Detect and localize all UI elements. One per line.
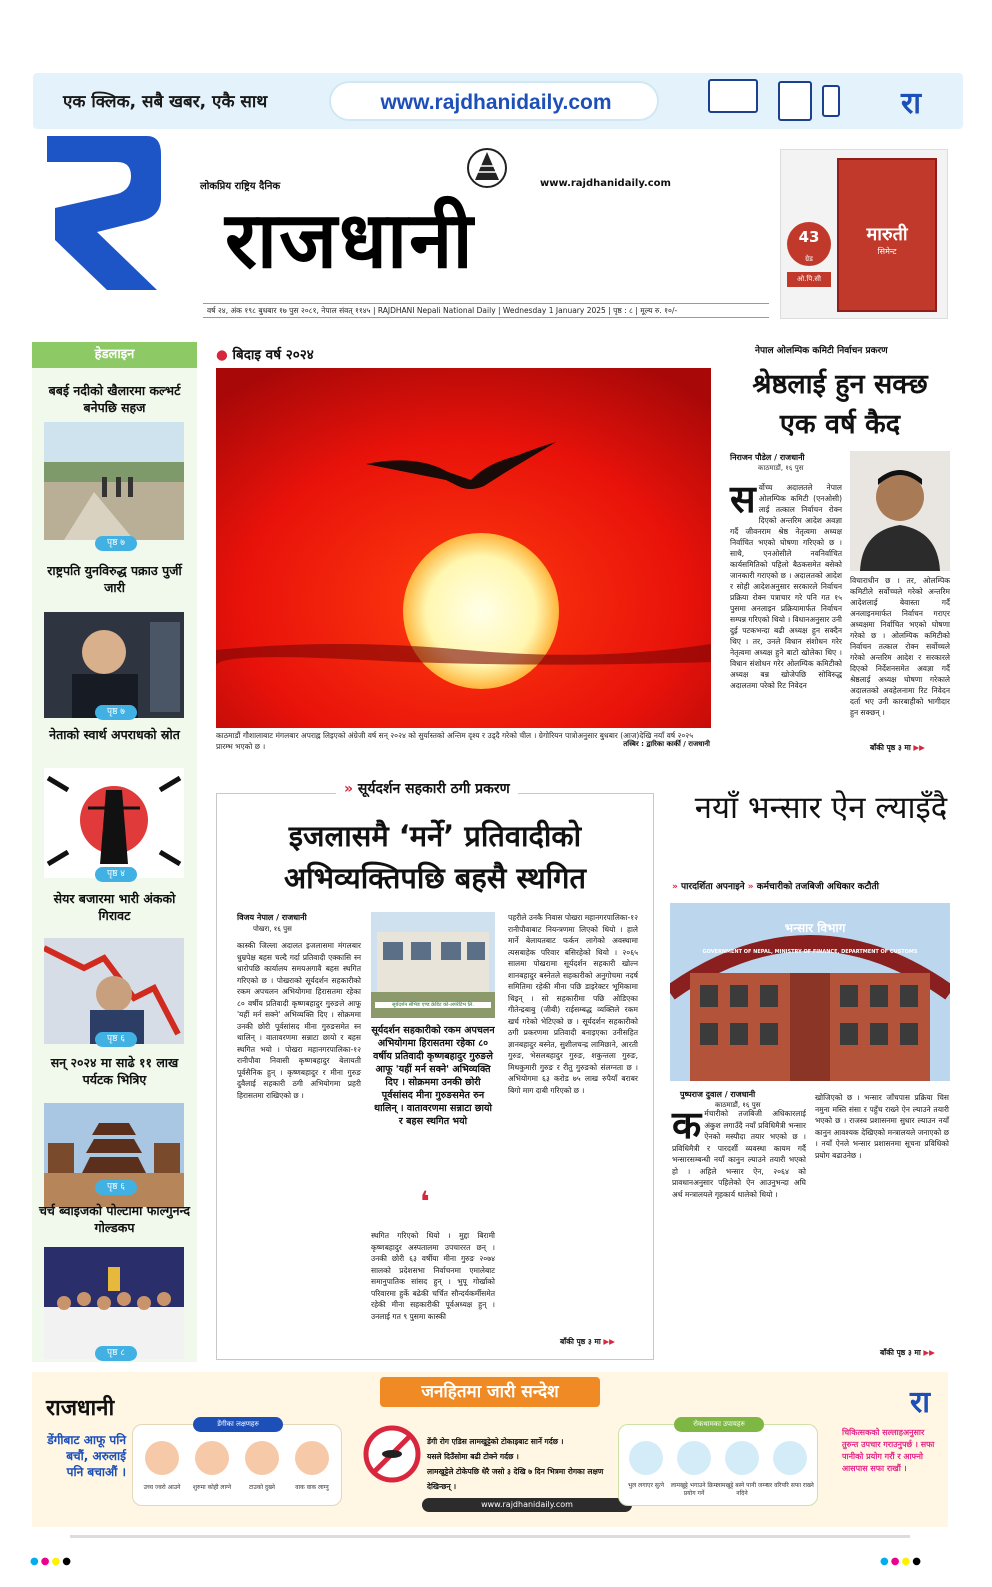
court-story-headline[interactable]: इजलासमै ‘मर्ने’ प्रतिवादीको अभिव्यक्तिपछि बहसै स्थगित	[283, 819, 587, 895]
ad-left-slogan: डेंगीबाट आफू पनि बचौं, अरुलाई पनि बचाऔं ।	[47, 1433, 126, 1479]
no-mosquito-icon	[362, 1424, 422, 1484]
top-banner	[33, 73, 963, 129]
dateline-bar: वर्ष २४, अंक १९८ बुधबार १७ पुस २०८१, नेपाल संवत् ११४५ | RAJDHANI Nepali National Daily | Wednesday 1 January 2025 | पृष्ठ : ८ | मूल्य रु. १०/-	[203, 303, 769, 318]
customs-department-photo	[670, 903, 950, 1081]
customs-more-link[interactable]	[880, 1348, 935, 1358]
cement-brand: मारुती	[866, 224, 908, 245]
newspaper-name: राजधानी	[225, 196, 475, 286]
phone-icon	[822, 85, 840, 117]
customs-story-col2: खोजिएको छ । भन्सार जाँचपास प्रक्रिया चिस नमुना मस्ति संसा र पहुँच राख्ने ऐन ल्याउने तयारी भएको छ । राजस्व प्रशासनमा सुधार ल्याउन नयाँ कानुन आवश्यक देखिएको मन्त्रालयले जनाएको छ । नयाँ ऐनले भन्सार प्रशासनमा सूचना प्रविधिको प्रयोग बढाउनेछ ।	[815, 1093, 949, 1160]
symptoms-header: डेंगीका लक्षणहरु	[193, 1417, 283, 1432]
customs-subhead-2: कर्मचारीको तजबिजी अधिकार कटौती	[756, 882, 879, 892]
sports-more-link[interactable]	[870, 743, 925, 753]
cement-type: ओ.पि.सी	[787, 272, 831, 287]
sidebar-item-title[interactable]: राष्ट्रपति युनविरुद्ध पक्राउ पुर्जी जारी	[47, 563, 182, 595]
rajdhani-logo	[37, 136, 161, 290]
sidebar-item-title[interactable]: चर्च ब्वाइजको पोल्टामा फाल्गुनन्द गोल्डकप	[38, 1203, 191, 1235]
prevention-header: रोकथामका उपायहरु	[674, 1417, 764, 1432]
no-stagnant-water-icon	[725, 1441, 759, 1475]
sunset-eagle-photo	[216, 368, 711, 728]
sports-story-kicker: नेपाल ओलम्पिक कमिटी निर्वाचन प्रकरण	[755, 346, 888, 356]
symptom-caption: टाउको दुख्ने	[248, 1484, 275, 1491]
symptom-caption: वाक वाक लाग्नु	[295, 1484, 329, 1491]
prevention-caption: भुल लगाएर सुत्ने	[627, 1482, 665, 1489]
main-photo-credit: तस्बिर : द्वारिका कार्की / राजधानी	[623, 740, 710, 748]
more-text[interactable]: बाँकी पृष्ठ ३ मा	[560, 1337, 601, 1346]
customs-subhead-1: पारदर्शिता अपनाइने	[680, 882, 745, 892]
football-team-image	[44, 1244, 184, 1362]
color-registration-marks: ●●●●	[880, 1556, 923, 1567]
sports-body-text: र्वोच्च अदालतले नेपाल ओलम्पिक कमिटी (एनओसी) लाई तत्काल निर्वाचन रोक्न दिएको अन्तरिम आदेश अवज्ञा गर्दै जीवनराम श्रेष्ठ नेतृत्वमा अध्यक्ष निर्वाचित भएको घोषणा गरिएको छ । साथै, एनओसीले नवनिर्वाचित कार्यसमितिको पहिलो बैठकसमेत बसेको जानकारी गराएको छ । अदालतको आदेश र सोही आदेशअनुसार सरकारले निर्वाचन प्रक्रिया रोक्न पत्राचार गरे पनि गत १५ पुसमा अनलाइन प्रक्रियामार्फत निर्वाचन सम्पन्न गरिएको थियो । विधानअनुसार उनी दुई पटकभन्दा बढी अध्यक्ष हुन सक्दैन थिए । तर, उनले विधान संशोधन गरेर नेतृत्वमा अध्यक्ष हुने बाटो खोलेका थिए । विधान संशोधन गरेर ओलम्पिक कमिटीको अध्यक्ष बन्न खोजेपछि सोविरुद्ध अदालतमा परेको रिट निवेदन	[730, 483, 842, 690]
sidebar-item-title[interactable]: सन् २०२४ मा साढे ११ लाख पर्यटक भित्रिए	[50, 1055, 179, 1087]
court-story-col2: स्थगित गरिएको थियो । मुद्दा बिरामी कृष्णबहादुर अस्पतालमा उपचाररत छन् । उनकी छोरी ६३ वर्षीया मीना गुरुङ २०७४ सालको प्रदेशसभा निर्वाचनमा एमालेबाट समानुपातिक सांसद हुन् । भुपू गोर्खाको परिवारमा हुर्के बढेकी चर्चित सौन्दर्यकर्मीसमेत रहेकी मीना सहकारीकी पूर्वअध्यक्ष हुन् । उनलाई गत ९ पुसमा कास्की	[371, 1231, 495, 1321]
page-bottom-rule	[70, 1535, 910, 1538]
repellent-cream-icon	[677, 1441, 711, 1475]
prevention-caption: लामखुट्टे भगाउने क्रिम प्रयोग गर्ने	[670, 1482, 718, 1497]
customs-story-place: काठमाडौं, १६ पुस	[715, 1101, 761, 1109]
banner-url-pill[interactable]	[329, 81, 659, 121]
court-kicker-text: सूर्यदर्शन सहकारी ठगी प्रकरण	[357, 781, 510, 797]
court-story-byline: विजय नेपाल / राजधानी	[237, 913, 307, 922]
double-arrow-icon: ▶▶	[600, 1337, 615, 1346]
banner-url[interactable]: www.rajdhanidaily.com	[380, 91, 612, 114]
cement-grade: 43	[798, 228, 820, 246]
masthead-url[interactable]: www.rajdhanidaily.com	[540, 178, 671, 189]
court-story-col3: पहरीले उनकै निवास पोखरा महानगरपालिका-१२ रानीपौवाबाट नियन्त्रणमा लिएको थियो । हाले मार्ने बेलायतबाट फर्कन लागेको अवस्थामा त्यसबाहेक परिवार बसिरहेको थियो । २०६५ सालमा पोखरामा सूर्यदर्शन सहकारी खोल्न शानबहादुर बस्नेतले सहकारीको अनुगोचमा नदर्ष समितिमा रहेकी मीना पछि डाइरेक्टर भूमिकामा थिइन् । सो सहकारीमा पछि ओडिएका गीतेन्द्रबाबु (जीबी) राईसम्बद्ध व्यक्तिले रकम खर्च गरेको भेटिएको छ । सूर्यदर्शन सहकारीको ठगी प्रकरणमा प्रतिवादी बनाइएका उनीसहित ज्ञानबहादुर बस्नेत, सुशीलचन्द्र लामिछाने, आरती गुरुङ, भेसलबहादुर गुरुङ, शकुन्तला गुरुङ, मिथकुमारी गुरुङ र रीतु गुरुङको संलग्नता छ । अभियोगमा ६३ करोड ७५ लाख रुपैयाँ बराबर बिगो माग दाबी गरिएको छ ।	[508, 913, 638, 1095]
fever-icon	[145, 1441, 179, 1475]
cement-grade-badge	[787, 222, 831, 266]
sports-story-place: काठमाडौं, १६ पुस	[758, 464, 804, 472]
court-story-kicker	[336, 776, 518, 798]
ad-newspaper-logo: राजधानी	[46, 1396, 115, 1421]
symptom-caption: उच्च ज्वरो आउने	[143, 1484, 181, 1491]
sports-story-byline: निराजन पौडेल / राजधानी	[730, 453, 805, 462]
court-more-link[interactable]	[560, 1337, 615, 1347]
headline-sidebar	[32, 342, 197, 1362]
main-story-kicker	[216, 345, 314, 363]
ad-website-url[interactable]: www.rajdhanidaily.com	[422, 1498, 632, 1512]
color-registration-marks: ●●●●	[30, 1556, 73, 1567]
sidebar-page-badge[interactable]: पृष्ठ ७	[95, 536, 137, 551]
chevron-right-icon: »	[344, 781, 358, 797]
sports-dropcap: स	[730, 477, 756, 521]
red-dot-icon: ●	[216, 347, 233, 363]
customs-sign-english: GOVERNMENT OF NEPAL, MINISTRY OF FINANCE, DEPARTMENT OF CUSTOMS	[702, 949, 918, 955]
cement-advertisement	[780, 149, 948, 319]
sidebar-item-title[interactable]: बबई नदीको खैलारमा कल्भर्ट बनेपछि सहज	[48, 383, 181, 415]
quote-drop-icon: ❛	[420, 1185, 430, 1218]
clean-house-icon	[773, 1441, 807, 1475]
court-story-col1: कास्की जिल्ला अदालत इजलासमा मंगलबार धुम्रपेक्ष बहस चल्दै गर्दा प्रतिवादी एक्कासि स्न धारोपछि कार्यालय समयअगावै बहस स्थगित गरिएको छ । पोखराको सूर्यदर्शन सहकारीको रकम अपचलन अभियोगमा हिरासतमा रहेका ८० वर्षीय प्रतिवादी कृष्णबहादुर गुरुङले आफू 'यहीं मर्न सक्ने' अभिव्यक्ति दिए । सोक्रममा उनकी छोरी पूर्वसांसद मीना गुरुङसमेत स्न थालिन् । वातावरणमा सन्नाटा छायो र बहस स्थगित भयो । पोखरा महानगरपालिका-१२ रानीपौवा निवासी कृष्णबहादुर बेलायती पूर्वसैनिक हुन् । कृष्णबहादुर र मीना गुरुङ दुवैलाई सहकारी ठगी अभियोगमा प्रहरी हिरासतमा राखिएको छ ।	[237, 941, 361, 1100]
cooperative-signboard: सूर्यदर्शन सेभिङ एण्ड क्रेडिट को-अपरेटिभ लि.	[375, 1002, 491, 1008]
double-arrow-icon: ▶▶	[920, 1348, 935, 1357]
banner-slogan: एक क्लिक, सबै खबर, एकै साथ	[63, 92, 268, 112]
sidebar-item-title[interactable]: नेताको स्वार्थ अपराधको स्रोत	[49, 727, 180, 742]
tablet-icon	[778, 81, 812, 121]
official-portrait-photo	[850, 451, 950, 571]
ad-right-advice: चिकित्सकको सल्लाहअनुसार तुरुन्त उपचार गराउनुपर्छ । सफा पानीको प्रयोग गरौं र आफ्नो आसपास सफा राखौं ।	[842, 1428, 935, 1473]
cement-sub: सिमेन्ट	[877, 247, 897, 256]
customs-sign-nepali: भन्सार विभाग	[784, 921, 846, 935]
river-culvert-image	[44, 422, 184, 540]
sidebar-page-badge[interactable]: पृष्ठ ६	[95, 1180, 137, 1195]
cooperative-office-photo	[371, 912, 495, 1018]
cement-grade-label: ग्रेड	[805, 255, 813, 263]
prevention-caption: लामखुट्टे बस्ने पानी जम्न नदिने	[716, 1482, 768, 1497]
notice-line: डेंगी रोग एडिस लामखुट्टेको टोकाइबाट सार्ने गर्दछ ।	[427, 1437, 564, 1446]
sidebar-page-badge[interactable]: पृष्ठ ६	[95, 1032, 137, 1047]
vomit-icon	[295, 1441, 329, 1475]
court-pull-quote: सूर्यदर्शन सहकारीको रकम अपचलन अभियोगमा हिरासतमा रहेका ८० वर्षीय प्रतिवादी कृष्णबहादुर गुरुङले आफू 'यहीं मर्न सक्ने' अभिव्यक्ति दिए । सोक्रममा उनकी छोरी पूर्वसांसद मीना गुरुङसमेत रुन थालिन् । वातावरणमा सन्नाटा छायो र बहस स्थगित भयो	[371, 1025, 495, 1127]
notice-line: यसले दिउँसोमा बढी टोक्ने गर्दछ ।	[427, 1452, 519, 1461]
customs-body-text: र्मचारीको तजबिजी अधिकारलाई अंकुश लगाउँदै नयाँ प्रविधिमैत्री भन्सार ऐनको मस्यौदा तयार भएको छ । प्रविधिमैत्री र पारदर्शी व्यवस्था कायम गर्दै भन्सारसम्बन्धी नयाँ कानुन ल्याउने तयारी भएको हो । अहिले भन्सार ऐन, २०६४ को प्रावधानअनुसार पहिलेको ऐन आउनुभन्दा अघि अर्थ मन्त्रालयले गृहकार्य थालेको थियो ।	[672, 1109, 806, 1199]
mosquito-net-icon	[629, 1441, 663, 1475]
sidebar-page-badge[interactable]: पृष्ठ ४	[95, 867, 137, 882]
chevron-right-icon: »	[747, 882, 757, 892]
more-text[interactable]: बाँकी पृष्ठ ३ मा	[880, 1348, 921, 1357]
public-notice-lines	[427, 1434, 627, 1494]
main-kicker-text: बिदाइ वर्ष २०२४	[232, 347, 314, 363]
banner-logo: रा	[901, 86, 922, 121]
nausea-icon	[195, 1441, 229, 1475]
customs-story-headline[interactable]: नयाँ भन्सार ऐन ल्याइँदै	[694, 790, 948, 826]
masthead-tagline: लोकप्रिय राष्ट्रिय दैनिक	[200, 181, 281, 192]
sidebar-page-badge[interactable]: पृष्ठ ७	[95, 705, 137, 720]
justice-illustration	[44, 764, 184, 882]
sidebar-page-badge[interactable]: पृष्ठ ८	[95, 1346, 137, 1361]
sports-story-body-col2: विचाराधीन छ । तर, ओलम्पिक कमिटीले सर्वोच्चले गरेको अन्तरिम आदेशलाई बेवास्ता गर्दै अनलाइनमार्फत निर्वाचन गराएर अध्यक्षमा निर्वाचित भएको घोषणा गरेको छ । ओलम्पिक कमिटीको निर्वाचन तत्काल रोक्न सर्वोच्चले गरेको अन्तरिम आदेश र सरकारले दिएको निर्देशनसमेत अवज्ञा गर्दै श्रेष्ठलाई अध्यक्ष घोषणा गरेकाले अदालतको अवहेलनामा रिट निवेदन दर्ता भए उनी कारबाहीको भागीदार हुन सक्छन् ।	[850, 576, 950, 717]
notice-line: लामखुट्टेले टोकेपछि धेरै जसो ३ देखि ७ दिन भित्रमा रोगका लक्षण देखिन्छन् ।	[427, 1467, 604, 1491]
customs-dropcap: क	[672, 1103, 702, 1147]
more-text[interactable]: बाँकी पृष्ठ ३ मा	[870, 743, 911, 752]
chevron-right-icon: »	[672, 882, 681, 892]
prevention-panel	[618, 1420, 818, 1506]
main-photo-caption: काठमाडौं गौशालाबाट मंगलबार अपराह्न लिइएको अंग्रेजी वर्ष सन् २०२४ को सुर्यास्तको अन्तिम दृश्य र उड्दै गरेको चील । ग्रेगोरियन पात्रोअनुसार बुधबार (आज)देखि नयाँ वर्ष २०२५ प्रारम्भ भएको छ ।	[216, 731, 694, 751]
bhaktapur-temple-image	[44, 1096, 184, 1214]
headache-icon	[245, 1441, 279, 1475]
prevention-caption: घर वरिपरि सफा राख्ने	[766, 1482, 814, 1489]
symptoms-panel	[132, 1420, 342, 1506]
court-story-place: पोखरा, १६ पुस	[253, 925, 292, 933]
temple-emblem-icon	[455, 144, 519, 188]
ad-logo-letter: रा	[910, 1385, 931, 1420]
dengue-awareness-ad	[32, 1372, 948, 1527]
customs-story-byline: पुष्पराज दुवाल / राजधानी	[680, 1090, 756, 1099]
sidebar-item-title[interactable]: सेयर बजारमा भारी अंकको गिरावट	[53, 891, 176, 923]
sports-story-body-col1	[730, 477, 842, 691]
laptop-icon	[708, 79, 758, 113]
customs-subheads	[672, 879, 954, 892]
symptom-caption: शुरुमा कोही लाग्ने	[192, 1484, 232, 1491]
sports-story-headline[interactable]: श्रेष्ठलाई हुन सक्छ एक वर्ष कैद	[752, 369, 928, 440]
public-notice-header: जनहितमा जारी सन्देश	[380, 1377, 600, 1407]
double-arrow-icon: ▶▶	[910, 743, 925, 752]
sidebar-header: हेडलाइन	[32, 342, 197, 368]
